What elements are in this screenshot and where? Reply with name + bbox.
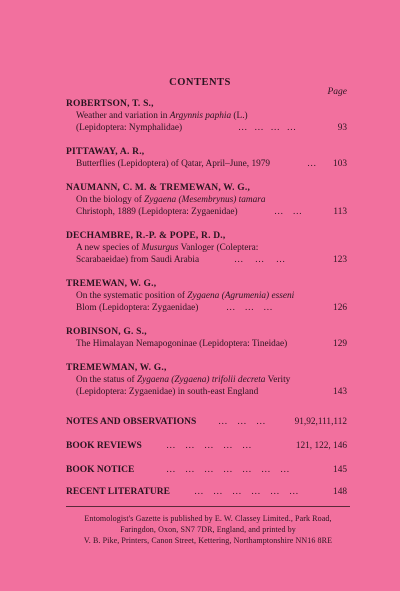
leader-dots: … … … [226,303,273,313]
page-title: CONTENTS [169,77,231,88]
entry-author: TREMEWAN, W. G., [66,279,157,289]
contents-section [66,464,347,476]
entry-author: ROBERTSON, T. S., [66,99,154,109]
contents-entry [66,98,347,134]
contents-section [66,486,347,498]
entry-page-number: 129 [333,339,347,349]
contents-entry [66,326,347,350]
leader-dots: … … … [234,255,286,265]
contents-entry [66,362,347,398]
section-label: BOOK NOTICE [66,465,135,475]
entry-author: TREMEWMAN, W. G., [66,363,167,373]
footer-line: Faringdon, Oxon, SN7 7DR, England, and printed by [120,525,296,534]
entry-title-line: Christoph, 1889 (Lepidoptera: Zygaenidae) … … 113 [76,207,347,217]
entry-title-line: (Lepidoptera: Nymphalidae) … … … … 93 [76,123,347,133]
leader-dots: … … … … … [166,441,252,451]
leader-dots: … … … … [238,123,297,133]
entry-page-number: 126 [333,303,347,313]
entry-author: PITTAWAY, A. R., [66,147,145,157]
entry-title-line: A new species of Musurgus Vanloger (Coleptera: [76,243,259,253]
section-label: BOOK REVIEWS [66,441,142,451]
entry-page-number: 113 [333,207,347,217]
footer-divider [66,506,350,507]
section-page-number: 145 [333,465,347,475]
entry-page-number: 93 [337,123,347,133]
entry-title-line: The Himalayan Nemapogoninae (Lepidoptera: Tineidae) 129 [76,339,347,349]
section-page-number: 91,92,111,112 [294,417,347,427]
leader-dots: … … … [218,417,266,427]
entry-author: DECHAMBRE, R.-P. & POPE, R. D., [66,231,226,241]
page-column-label: Page [327,87,347,97]
contents-section [66,416,347,428]
entry-title-line: (Lepidoptera: Zygaenidae) in south-east England 143 [76,387,347,397]
section-page-number: 148 [333,487,347,497]
entry-title-line: Scarabaeidae) from Saudi Arabia … … … 123 [76,255,347,265]
entry-title-line: On the biology of Zygaena (Mesembrynus) tamara [76,195,266,205]
entry-page-number: 143 [333,387,347,397]
entry-author: NAUMANN, C. M. & TREMEWAN, W. G., [66,183,251,193]
entry-page-number: 123 [333,255,347,265]
section-page-number: 121, 122, 146 [295,441,347,451]
section-label: NOTES AND OBSERVATIONS [66,417,197,427]
leader-dots: … … [274,207,302,217]
entry-title-line: Butterflies (Lepidoptera) of Qatar, April–June, 1979 … 103 [76,159,347,169]
entry-title-line: Weather and variation in Argynnis paphia (L.) [76,111,248,121]
contents-entry [66,230,347,266]
leader-dots: … … … … … … … [166,465,290,475]
contents-entry [66,278,347,314]
leader-dots: … [307,159,317,169]
footer-line: V. B. Pike, Printers, Canon Street, Kettering, Northamptonshire NN16 8RE [83,536,333,545]
entry-title-line: On the systematic position of Zygaena (Agrumenia) esseni [76,291,295,301]
publisher-footer [66,513,350,546]
footer-line: Entomologist's Gazette is published by E. W. Classey Limited., Park Road, [84,514,332,523]
entry-author: ROBINSON, G. S., [66,327,147,337]
entry-page-number: 103 [333,159,347,169]
contents-section [66,440,347,452]
section-label: RECENT LITERATURE [66,487,170,497]
contents-entry [66,146,347,170]
entry-title-line: Blom (Lepidoptera: Zygaenidae) … … … 126 [76,303,347,313]
leader-dots: … … … … … … [194,487,299,497]
entry-title-line: On the status of Zygaena (Zygaena) trifolii decreta Verity [76,375,291,385]
contents-entry [66,182,347,218]
